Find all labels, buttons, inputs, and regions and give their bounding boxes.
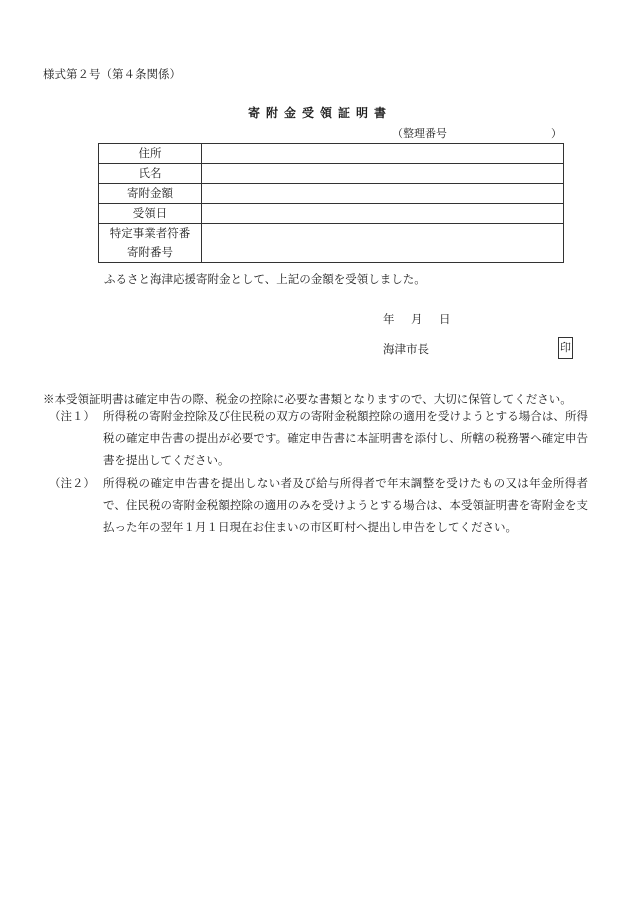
- receipt-statement: ふるさと海津応援寄附金として、上記の金額を受領しました。: [104, 272, 426, 286]
- signer-title: 海津市長: [383, 342, 429, 356]
- amount-label: 寄附金額: [99, 184, 202, 204]
- day-label: 日: [439, 312, 451, 326]
- receipt-date-value: [202, 204, 564, 224]
- address-value: [202, 144, 564, 164]
- note-2-tag: （注２）: [49, 476, 95, 490]
- note-1: [43, 405, 588, 471]
- table-row-amount: [99, 184, 564, 204]
- table-row-numbers: [99, 224, 564, 263]
- form-number: 様式第２号（第４条関係）: [43, 67, 181, 81]
- note-1-tag: （注１）: [49, 409, 95, 423]
- reference-number-label: （整理番号: [392, 127, 447, 140]
- amount-value: [202, 184, 564, 204]
- reference-number-close: ）: [551, 127, 562, 140]
- numbers-label: [99, 224, 202, 263]
- donation-number-label: 寄附番号: [127, 245, 173, 259]
- year-label: 年: [383, 312, 395, 326]
- note-2-text: 所得税の確定申告書を提出しない者及び給与所得者で年末調整を受けたもの又は年金所得者で、住民税の寄附金税額控除の適用のみを受けようとする場合は、本受領証明書を寄附金を支払った年の翌年１月１日現在お住まいの市区町村へ提出し申告をしてください。: [103, 476, 588, 534]
- address-label: 住所: [99, 144, 202, 164]
- note-2: [43, 472, 588, 538]
- notice-text: ※本受領証明書は確定申告の際、税金の控除に必要な書類となりますので、大切に保管してください。: [43, 392, 572, 406]
- table-row-date: [99, 204, 564, 224]
- table-row-address: [99, 144, 564, 164]
- reference-number: [392, 125, 562, 141]
- name-label: 氏名: [99, 164, 202, 184]
- seal-box: 印: [558, 337, 573, 359]
- certificate-table: [98, 143, 564, 263]
- business-number-label: 特定事業者符番: [109, 226, 191, 240]
- document-title: 寄附金受領証明書: [247, 106, 392, 120]
- numbers-value: [202, 224, 564, 263]
- name-value: [202, 164, 564, 184]
- issue-date: [383, 311, 451, 327]
- receipt-date-label: 受領日: [99, 204, 202, 224]
- note-1-text: 所得税の寄附金控除及び住民税の双方の寄附金税額控除の適用を受けようとする場合は、所得税の確定申告書の提出が必要です。確定申告書に本証明書を添付し、所轄の税務署へ確定申告書を提出してください。: [103, 409, 588, 467]
- month-label: 月: [411, 312, 423, 326]
- table-row-name: [99, 164, 564, 184]
